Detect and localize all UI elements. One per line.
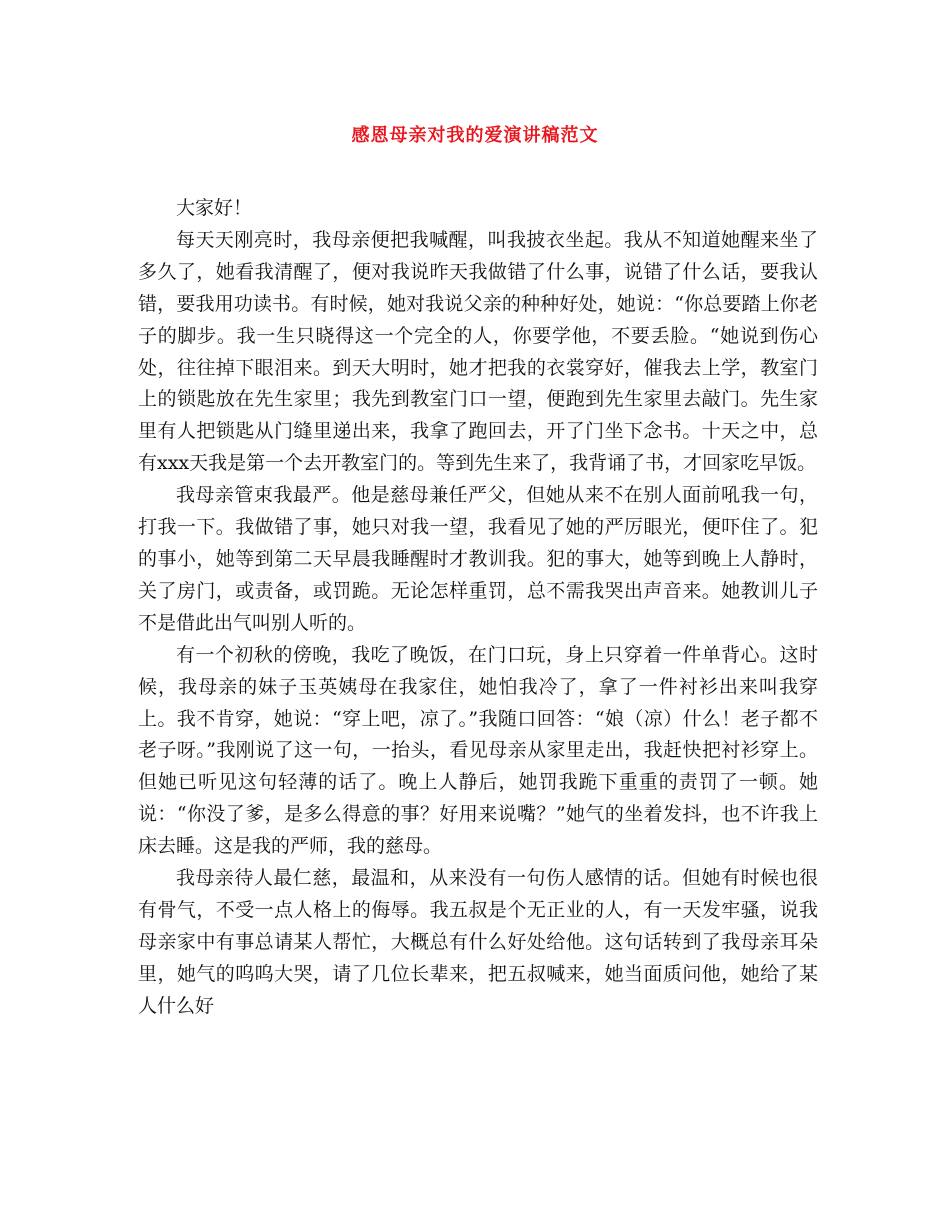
body-paragraph: 每天天刚亮时，我母亲便把我喊醒，叫我披衣坐起。我从不知道她醒来坐了多久了，她看我清醒了，便对我说昨天我做错了什么事，说错了什么话，要我认错，要我用功读书。有时候，她对我说父亲的种种好处，她说：“你总要踏上你老子的脚步。我一生只晓得这一个完全的人，你要学他，不要丢脸。“她说到伤心处，往往掉下眼泪来。到天大明时，她才把我的衣裳穿好，催我去上学，教室门上的锁匙放在先生家里；我先到教室门口一望，便跑到先生家里去敲门。先生家里有人把锁匙从门缝里递出来，我拿了跑回去，开了门坐下念书。十天之中，总有xxx天我是第一个去开教室门的。等到先生来了，我背诵了书，才回家吃早饭。 [138,228,818,475]
body-paragraph: 有一个初秋的傍晚，我吃了晚饭，在门口玩，身上只穿着一件单背心。这时候，我母亲的妹子玉英姨母在我家住，她怕我冷了，拿了一件衬衫出来叫我穿上。我不肯穿，她说：“穿上吧，凉了。”我随口回答：“娘（凉）什么！老子都不老子呀。”我刚说了这一句，一抬头，看见母亲从家里走出，我赶快把衬衫穿上。但她已听见这句轻薄的话了。晚上人静后，她罚我跪下重重的责罚了一顿。她说：“你没了爹，是多么得意的事？好用来说嘴？”她气的坐着发抖，也不许我上床去睡。这是我的严师，我的慈母。 [138,643,818,858]
document-body [138,193,818,1023]
greeting-paragraph: 大家好！ [176,197,253,219]
document-title: 感恩母亲对我的爱演讲稿范文 [351,125,599,146]
body-paragraph: 我母亲管束我最严。他是慈母兼任严父，但她从来不在别人面前吼我一句，打我一下。我做错了事，她只对我一望，我看见了她的严厉眼光，便吓住了。犯的事小，她等到第二天早晨我睡醒时才教训我。犯的事大，她等到晚上人静时，关了房门，或责备，或罚跪。无论怎样重罚，总不需我哭出声音来。她教训儿子不是借此出气叫别人听的。 [138,484,818,634]
body-paragraph: 我母亲待人最仁慈，最温和，从来没有一句伤人感情的话。但她有时候也很有骨气，不受一点人格上的侮辱。我五叔是个无正业的人，有一天发牢骚，说我母亲家中有事总请某人帮忙，大概总有什么好处给他。这句话转到了我母亲耳朵里，她气的呜呜大哭，请了几位长辈来，把五叔喊来，她当面质问他，她给了某人什么好 [138,867,818,1017]
